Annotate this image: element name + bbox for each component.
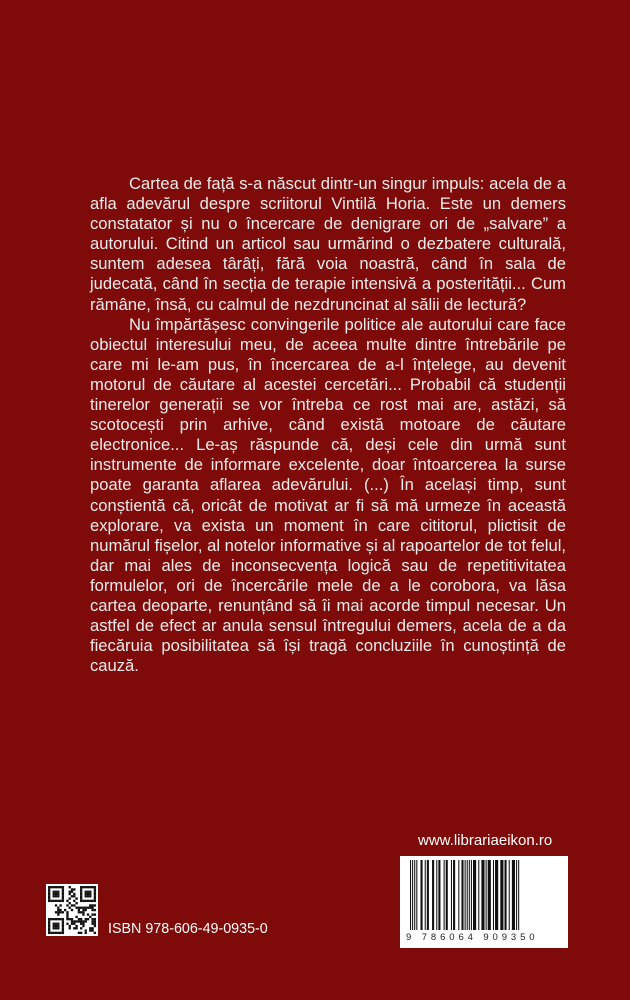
- qr-module: [53, 886, 55, 888]
- qr-module: [75, 920, 77, 922]
- qr-module: [91, 907, 93, 909]
- barcode-bar: [486, 860, 487, 930]
- qr-module: [59, 900, 61, 902]
- qr-module: [82, 913, 84, 915]
- qr-module: [66, 916, 68, 918]
- qr-module: [89, 886, 91, 888]
- qr-code-icon: [46, 884, 98, 936]
- qr-module: [85, 907, 87, 909]
- qr-module: [55, 927, 57, 929]
- qr-module: [75, 925, 77, 927]
- qr-module: [69, 893, 71, 895]
- qr-module: [85, 929, 87, 931]
- barcode-bar: [471, 860, 472, 930]
- qr-module: [91, 913, 93, 915]
- barcode-bar: [509, 860, 510, 930]
- barcode-bar: [478, 860, 479, 930]
- qr-module: [53, 900, 55, 902]
- qr-module: [73, 923, 75, 925]
- barcode-bar: [518, 860, 519, 930]
- qr-module: [75, 907, 77, 909]
- qr-module: [71, 923, 73, 925]
- qr-module: [62, 932, 64, 934]
- qr-module: [66, 923, 68, 925]
- qr-module: [57, 891, 59, 893]
- qr-module: [53, 932, 55, 934]
- qr-module: [59, 918, 61, 920]
- qr-module: [64, 909, 66, 911]
- qr-module: [80, 927, 82, 929]
- qr-module: [91, 929, 93, 931]
- qr-module: [82, 900, 84, 902]
- qr-module: [62, 925, 64, 927]
- qr-module: [55, 891, 57, 893]
- qr-module: [48, 893, 50, 895]
- qr-module: [62, 895, 64, 897]
- qr-module: [71, 895, 73, 897]
- qr-module: [57, 918, 59, 920]
- qr-module: [87, 900, 89, 902]
- barcode-bar: [410, 860, 411, 930]
- barcode-bar: [421, 860, 423, 930]
- qr-module: [73, 888, 75, 890]
- qr-module: [48, 900, 50, 902]
- qr-module: [85, 895, 87, 897]
- barcode-bar: [451, 860, 452, 930]
- qr-module: [59, 911, 61, 913]
- qr-module: [94, 895, 96, 897]
- qr-module: [75, 916, 77, 918]
- qr-module: [85, 920, 87, 922]
- qr-module: [82, 907, 84, 909]
- qr-module: [71, 918, 73, 920]
- qr-module: [80, 918, 82, 920]
- qr-module: [55, 932, 57, 934]
- qr-module: [48, 925, 50, 927]
- qr-module: [57, 909, 59, 911]
- qr-module: [62, 911, 64, 913]
- qr-module: [87, 891, 89, 893]
- qr-module: [66, 918, 68, 920]
- qr-module: [85, 893, 87, 895]
- qr-module: [57, 911, 59, 913]
- qr-module: [73, 904, 75, 906]
- qr-module: [89, 893, 91, 895]
- qr-module: [55, 925, 57, 927]
- qr-module: [94, 893, 96, 895]
- qr-module: [87, 886, 89, 888]
- qr-module: [48, 920, 50, 922]
- qr-module: [71, 904, 73, 906]
- qr-module: [48, 886, 50, 888]
- qr-module: [87, 918, 89, 920]
- qr-module: [91, 886, 93, 888]
- qr-module: [94, 925, 96, 927]
- qr-module: [94, 897, 96, 899]
- qr-module: [75, 897, 77, 899]
- qr-module: [62, 927, 64, 929]
- qr-module: [80, 886, 82, 888]
- qr-module: [82, 886, 84, 888]
- qr-module: [48, 923, 50, 925]
- barcode-bar: [493, 860, 494, 930]
- qr-module: [78, 920, 80, 922]
- qr-module: [53, 923, 55, 925]
- qr-module: [94, 886, 96, 888]
- barcode-bar: [425, 860, 426, 930]
- qr-module: [55, 893, 57, 895]
- qr-module: [55, 895, 57, 897]
- barcode-bar: [512, 860, 515, 930]
- barcode-bar: [516, 860, 517, 930]
- qr-module: [66, 904, 68, 906]
- barcode-bar: [458, 860, 459, 930]
- qr-module: [94, 904, 96, 906]
- qr-module: [48, 932, 50, 934]
- qr-module: [78, 932, 80, 934]
- qr-module: [59, 904, 61, 906]
- barcode-bar: [416, 860, 417, 930]
- qr-module: [80, 932, 82, 934]
- barcode-bar: [495, 860, 498, 930]
- barcode-bar: [414, 860, 415, 930]
- qr-module: [91, 904, 93, 906]
- publisher-website: www.librariaeikon.ro: [418, 832, 553, 849]
- qr-module: [91, 900, 93, 902]
- qr-module: [87, 913, 89, 915]
- qr-module: [80, 888, 82, 890]
- qr-module: [69, 927, 71, 929]
- qr-module: [78, 911, 80, 913]
- qr-module: [55, 923, 57, 925]
- qr-module: [50, 900, 52, 902]
- qr-module: [80, 897, 82, 899]
- isbn-barcode: [400, 856, 568, 948]
- qr-module: [69, 925, 71, 927]
- qr-module: [91, 918, 93, 920]
- qr-module: [57, 886, 59, 888]
- qr-module: [87, 895, 89, 897]
- qr-module: [94, 888, 96, 890]
- qr-module: [69, 891, 71, 893]
- qr-module: [59, 886, 61, 888]
- barcode-bar: [412, 860, 413, 930]
- qr-module: [69, 907, 71, 909]
- qr-module: [94, 918, 96, 920]
- barcode-bar: [500, 860, 503, 930]
- qr-module: [50, 932, 52, 934]
- qr-module: [62, 897, 64, 899]
- qr-module: [87, 907, 89, 909]
- qr-module: [73, 893, 75, 895]
- qr-module: [73, 920, 75, 922]
- qr-module: [82, 925, 84, 927]
- barcode-bar: [481, 860, 484, 930]
- qr-module: [69, 918, 71, 920]
- qr-module: [85, 909, 87, 911]
- qr-module: [57, 893, 59, 895]
- qr-module: [82, 923, 84, 925]
- qr-module: [57, 932, 59, 934]
- qr-module: [80, 911, 82, 913]
- qr-module: [71, 909, 73, 911]
- qr-module: [91, 920, 93, 922]
- qr-module: [62, 923, 64, 925]
- qr-module: [53, 925, 55, 927]
- qr-module: [50, 918, 52, 920]
- qr-module: [62, 891, 64, 893]
- qr-module: [66, 900, 68, 902]
- qr-module: [80, 923, 82, 925]
- blurb-paragraph-1: Cartea de față s-a născut dintr-un singur impuls: acela de a afla adevărul despre scriitorul Vintilă Horia. Este un demers constatator și nu o încercare de denigrare ori de „salvare” a autorului. Citind un articol sau urmărind o dezbatere culturală, suntem adesea târâți, fără voia noastră, când în sala de judecată, când în secția de terapie intensivă a posterității... Cum rămâne, însă, cu calmul de nezdruncinat al sălii de lectură?: [90, 174, 566, 314]
- qr-module: [75, 902, 77, 904]
- qr-module: [94, 923, 96, 925]
- qr-module: [48, 897, 50, 899]
- barcode-bar: [467, 860, 468, 930]
- qr-module: [62, 886, 64, 888]
- qr-module: [89, 907, 91, 909]
- qr-module: [55, 900, 57, 902]
- qr-module: [73, 927, 75, 929]
- qr-module: [80, 900, 82, 902]
- qr-module: [53, 895, 55, 897]
- qr-module: [55, 918, 57, 920]
- qr-module: [94, 900, 96, 902]
- qr-module: [80, 893, 82, 895]
- qr-module: [55, 911, 57, 913]
- qr-module: [57, 913, 59, 915]
- qr-module: [85, 886, 87, 888]
- qr-module: [62, 888, 64, 890]
- qr-module: [57, 907, 59, 909]
- qr-module: [94, 891, 96, 893]
- qr-module: [55, 904, 57, 906]
- qr-module: [82, 911, 84, 913]
- barcode-bar: [438, 860, 440, 930]
- qr-module: [89, 927, 91, 929]
- qr-module: [62, 918, 64, 920]
- qr-module: [48, 895, 50, 897]
- qr-module: [78, 907, 80, 909]
- qr-module: [50, 886, 52, 888]
- barcode-digits: 9 786064 909350: [406, 932, 539, 943]
- qr-module: [89, 891, 91, 893]
- qr-module: [71, 888, 73, 890]
- qr-module: [91, 923, 93, 925]
- qr-module: [48, 929, 50, 931]
- isbn-label: ISBN 978-606-49-0935-0: [108, 921, 268, 937]
- qr-module: [85, 891, 87, 893]
- qr-module: [53, 918, 55, 920]
- qr-module: [59, 932, 61, 934]
- qr-module: [69, 897, 71, 899]
- qr-module: [69, 886, 71, 888]
- qr-module: [89, 895, 91, 897]
- qr-module: [66, 911, 68, 913]
- qr-module: [89, 904, 91, 906]
- qr-module: [85, 900, 87, 902]
- barcode-bar: [488, 860, 491, 930]
- barcode-bar: [436, 860, 437, 930]
- qr-module: [57, 925, 59, 927]
- barcode-bar: [453, 860, 455, 930]
- blurb-paragraph-2: Nu împărtășesc convingerile politice ale autorului care face obiectul interesului meu, de aceea multe dintre întrebările pe care mi le-am pus, în încercarea de a-l înțelege, au devenit motorul de căutare al acestei cercetări... Probabil că studenții tinerelor generații se vor întreba ce rost mai are, astăzi, să scotocești prin arhive, când există motoare de căutare electronice... Le-aș răspunde că, deși cele din urmă sunt instrumente de informare excelente, doar întoarcerea la surse poate garanta aflarea adevărului. (...) În același timp, sunt conștientă că, oricât de motivat ar fi să mă urmeze în această explorare, va exista un moment în care cititorul, plictisit de numărul fișelor, al notelor informative și al rapoartelor de tot felul, dar mai ales de inconsecvența logică sau de repetitivitatea formulelor, ori de încercările mele de a le corobora, va lăsa cartea deoparte, renunțând să îi mai acorde timpul necesar. Un astfel de efect ar anula sensul întregului demers, acela de a da fiecăruia posibilitatea să își tragă concluziile în cunoștință de cauză.: [90, 314, 566, 676]
- qr-module: [53, 927, 55, 929]
- qr-module: [48, 918, 50, 920]
- qr-module: [73, 895, 75, 897]
- qr-module: [69, 902, 71, 904]
- barcode-bar: [469, 860, 470, 930]
- qr-module: [48, 888, 50, 890]
- qr-module: [71, 891, 73, 893]
- qr-module: [78, 909, 80, 911]
- qr-module: [80, 895, 82, 897]
- qr-module: [89, 929, 91, 931]
- barcode-bar: [446, 860, 448, 930]
- qr-module: [78, 918, 80, 920]
- barcode-bar: [427, 860, 429, 930]
- qr-module: [85, 932, 87, 934]
- qr-module: [62, 893, 64, 895]
- barcode-bar: [461, 860, 463, 930]
- qr-module: [91, 927, 93, 929]
- qr-module: [80, 907, 82, 909]
- qr-module: [55, 886, 57, 888]
- qr-module: [89, 916, 91, 918]
- qr-module: [82, 920, 84, 922]
- qr-module: [94, 932, 96, 934]
- qr-module: [57, 895, 59, 897]
- qr-module: [62, 920, 64, 922]
- barcode-bar: [505, 860, 507, 930]
- qr-module: [59, 909, 61, 911]
- barcode-bar: [432, 860, 434, 930]
- qr-module: [82, 909, 84, 911]
- qr-module: [94, 913, 96, 915]
- back-cover-blurb: [90, 174, 566, 676]
- qr-module: [71, 920, 73, 922]
- qr-module: [57, 927, 59, 929]
- barcode-bar: [444, 860, 445, 930]
- qr-module: [53, 893, 55, 895]
- qr-module: [94, 909, 96, 911]
- barcode-bar: [473, 860, 476, 930]
- qr-module: [53, 891, 55, 893]
- qr-module: [48, 927, 50, 929]
- qr-module: [87, 893, 89, 895]
- qr-module: [62, 929, 64, 931]
- qr-module: [94, 920, 96, 922]
- qr-module: [80, 920, 82, 922]
- qr-module: [85, 918, 87, 920]
- qr-module: [66, 913, 68, 915]
- qr-module: [73, 900, 75, 902]
- barcode-bar: [465, 860, 466, 930]
- qr-module: [91, 909, 93, 911]
- qr-module: [57, 923, 59, 925]
- qr-module: [62, 900, 64, 902]
- qr-module: [48, 891, 50, 893]
- qr-module: [80, 891, 82, 893]
- qr-module: [89, 900, 91, 902]
- qr-module: [75, 927, 77, 929]
- qr-module: [57, 900, 59, 902]
